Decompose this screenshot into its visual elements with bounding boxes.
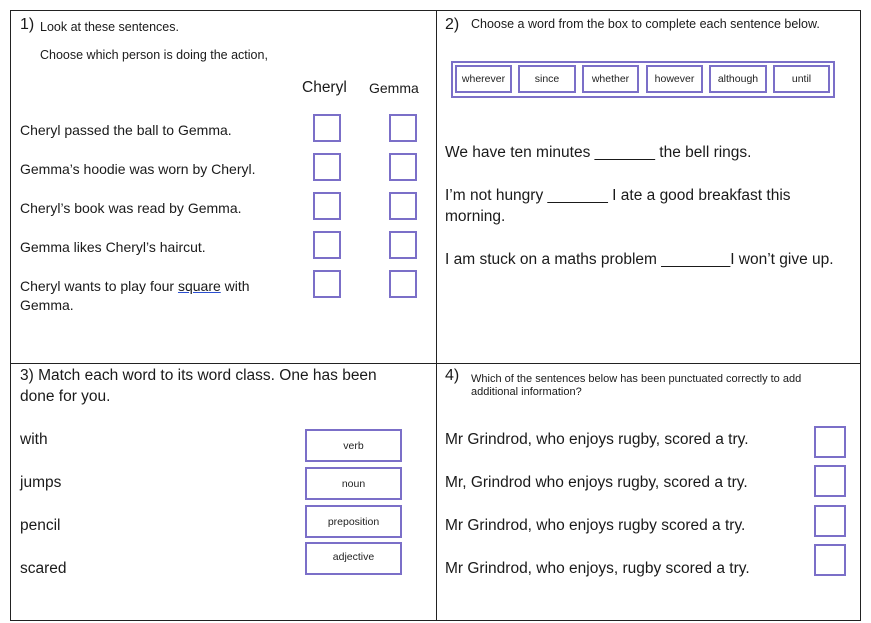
q1-sentence-4: Gemma likes Cheryl’s haircut. — [20, 239, 206, 255]
q1-sentence-2: Gemma’s hoodie was worn by Cheryl. — [20, 161, 256, 177]
checkbox-cheryl-4[interactable] — [313, 231, 341, 259]
q1-sentence-3: Cheryl’s book was read by Gemma. — [20, 200, 242, 216]
checkbox-cheryl-2[interactable] — [313, 153, 341, 181]
checkbox-gemma-5[interactable] — [389, 270, 417, 298]
checkbox-gemma-3[interactable] — [389, 192, 417, 220]
checkbox-gemma-4[interactable] — [389, 231, 417, 259]
column-header-cheryl: Cheryl — [302, 79, 347, 96]
q2-instruction: Choose a word from the box to complete each sentence below. — [471, 17, 820, 31]
q4-instruction-line2: additional information? — [471, 386, 582, 398]
q3-word-pencil: pencil — [20, 517, 61, 534]
word-option-until[interactable]: until — [773, 65, 830, 93]
q4-option-1: Mr Grindrod, who enjoys rugby, scored a try. — [445, 431, 749, 448]
word-option-although[interactable]: although — [709, 65, 767, 93]
column-header-gemma: Gemma — [369, 80, 419, 96]
q3-word-scared: scared — [20, 560, 67, 577]
q3-word-jumps: jumps — [20, 474, 62, 491]
q1-sentence-5: Cheryl wants to play four square with — [20, 278, 250, 294]
q4-option-4: Mr Grindrod, who enjoys, rugby scored a try. — [445, 560, 750, 577]
q1-sentence-5-line2: Gemma. — [20, 297, 74, 313]
word-option-whether[interactable]: whether — [582, 65, 639, 93]
checkbox-cheryl-5[interactable] — [313, 270, 341, 298]
q4-option-3: Mr Grindrod, who enjoys rugby scored a try. — [445, 517, 746, 534]
q3-title-line2: done for you. — [20, 388, 111, 405]
q3-title: 3) Match each word to its word class. One has been — [20, 367, 377, 384]
checkbox-option-4[interactable] — [814, 544, 846, 576]
q3-word-with: with — [20, 431, 48, 448]
q2-sentence-3: I am stuck on a maths problem ________I won’t give up. — [445, 251, 834, 268]
word-class-verb[interactable]: verb — [305, 429, 402, 462]
q2-sentence-2-line2: morning. — [445, 208, 506, 225]
q1-instruction-1: Look at these sentences. — [40, 20, 179, 34]
checkbox-cheryl-3[interactable] — [313, 192, 341, 220]
word-class-noun[interactable]: noun — [305, 467, 402, 500]
q4-instruction: Which of the sentences below has been punctuated correctly to add — [471, 373, 802, 385]
q1-number: 1) — [20, 16, 35, 33]
q1-instruction-2: Choose which person is doing the action, — [40, 48, 268, 62]
vertical-divider — [436, 10, 437, 621]
word-option-wherever[interactable]: wherever — [455, 65, 512, 93]
word-option-however[interactable]: however — [646, 65, 703, 93]
checkbox-option-3[interactable] — [814, 505, 846, 537]
q4-number: 4) — [445, 367, 460, 384]
q2-sentence-2: I’m not hungry _______ I ate a good breakfast this — [445, 187, 791, 204]
q2-number: 2) — [445, 16, 460, 33]
word-class-adjective[interactable]: adjective — [305, 542, 402, 575]
checkbox-gemma-2[interactable] — [389, 153, 417, 181]
q1-sentence-1: Cheryl passed the ball to Gemma. — [20, 122, 232, 138]
q4-option-2: Mr, Grindrod who enjoys rugby, scored a try. — [445, 474, 748, 491]
word-option-since[interactable]: since — [518, 65, 576, 93]
spellcheck-underlined-word: square — [177, 278, 221, 294]
checkbox-cheryl-1[interactable] — [313, 114, 341, 142]
checkbox-option-1[interactable] — [814, 426, 846, 458]
q2-sentence-1: We have ten minutes _______ the bell rings. — [445, 144, 752, 161]
checkbox-gemma-1[interactable] — [389, 114, 417, 142]
horizontal-divider — [10, 363, 861, 364]
word-class-preposition[interactable]: preposition — [305, 505, 402, 538]
checkbox-option-2[interactable] — [814, 465, 846, 497]
